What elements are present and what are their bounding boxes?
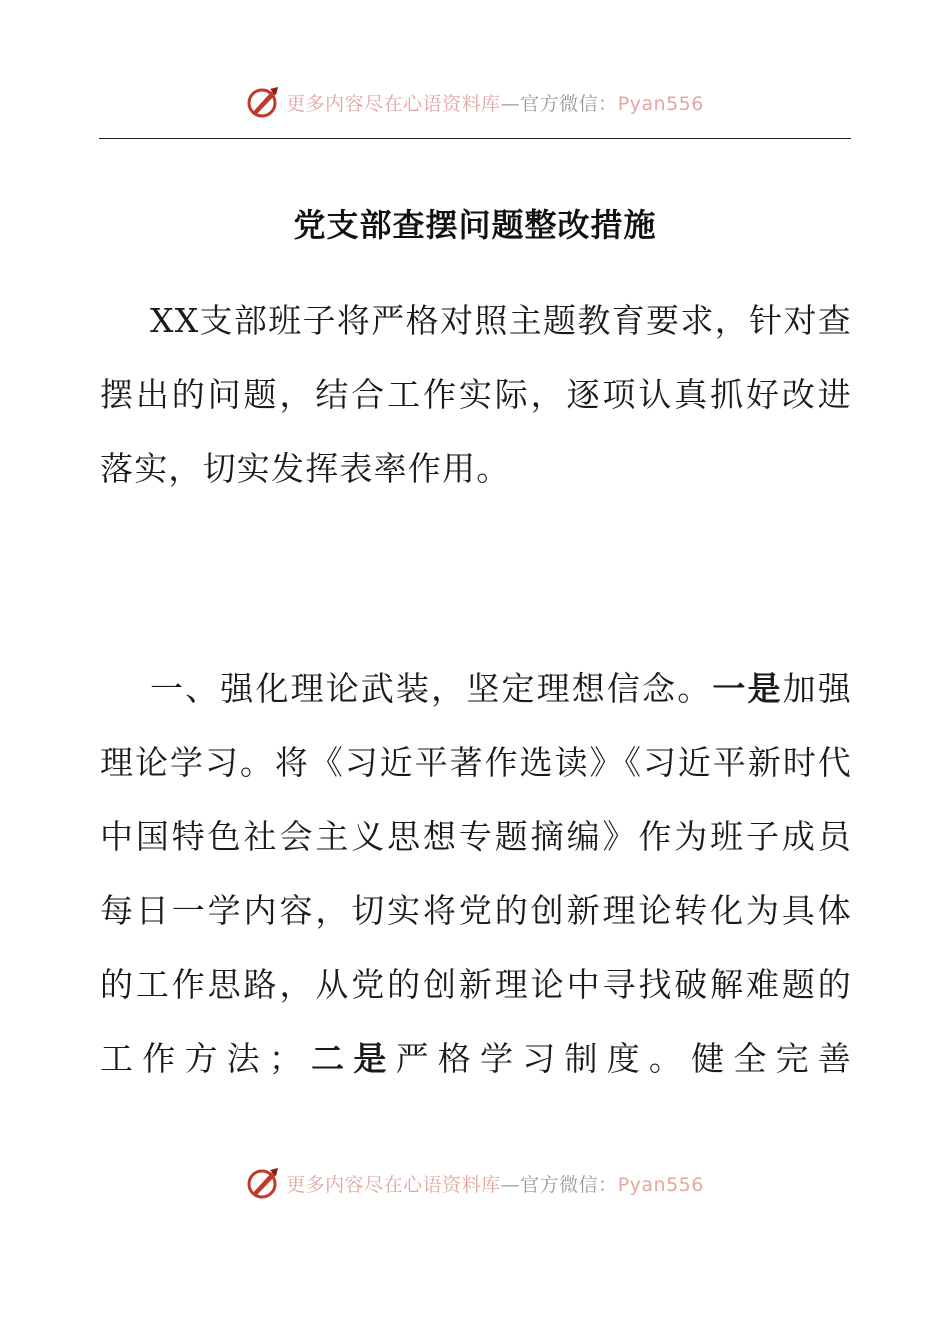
header-banner	[0, 82, 950, 122]
point2-text: 严格学习制度。健全完善	[395, 1039, 853, 1078]
header-dash: —	[500, 92, 521, 115]
intro-paragraph: XX支部班子将严格对照主题教育要求，针对查摆出的问题，结合工作实际，逐项认真抓好改进落实，切实发挥表率作用。	[100, 301, 852, 488]
footer-banner-text	[286, 1170, 704, 1197]
document-title: 党支部查摆问题整改措施	[293, 206, 657, 244]
footer-dash: —	[500, 1173, 521, 1196]
pen-logo-icon	[246, 1166, 280, 1200]
footer-site-text: 更多内容尽在心语资料库	[286, 1173, 501, 1196]
point1-text: 加强理论学习。将《习近平著作选读》《习近平新时代中国特色社会主义思想专题摘编》作为班子成员每日一学内容，切实将党的创新理论转化为具体的工作思路，从党的创新理论中寻找破解难题的工作方法；	[100, 669, 853, 1078]
section1-heading: 一、强化理论武装，坚定理想信念。	[150, 669, 713, 708]
footer-wechat-id: Pyan556	[617, 1173, 704, 1196]
header-sub-text: 官方微信：	[520, 92, 618, 115]
footer-sub-text: 官方微信：	[520, 1173, 618, 1196]
header-divider	[99, 138, 851, 139]
pen-logo-icon	[246, 85, 280, 119]
section1-paragraph	[100, 652, 852, 1096]
point2-label: 二是	[303, 1039, 396, 1078]
point1-label: 一是	[712, 669, 783, 708]
footer-banner	[0, 1163, 950, 1203]
header-banner-text	[286, 89, 704, 116]
header-wechat-id: Pyan556	[617, 92, 704, 115]
header-site-text: 更多内容尽在心语资料库	[286, 92, 501, 115]
